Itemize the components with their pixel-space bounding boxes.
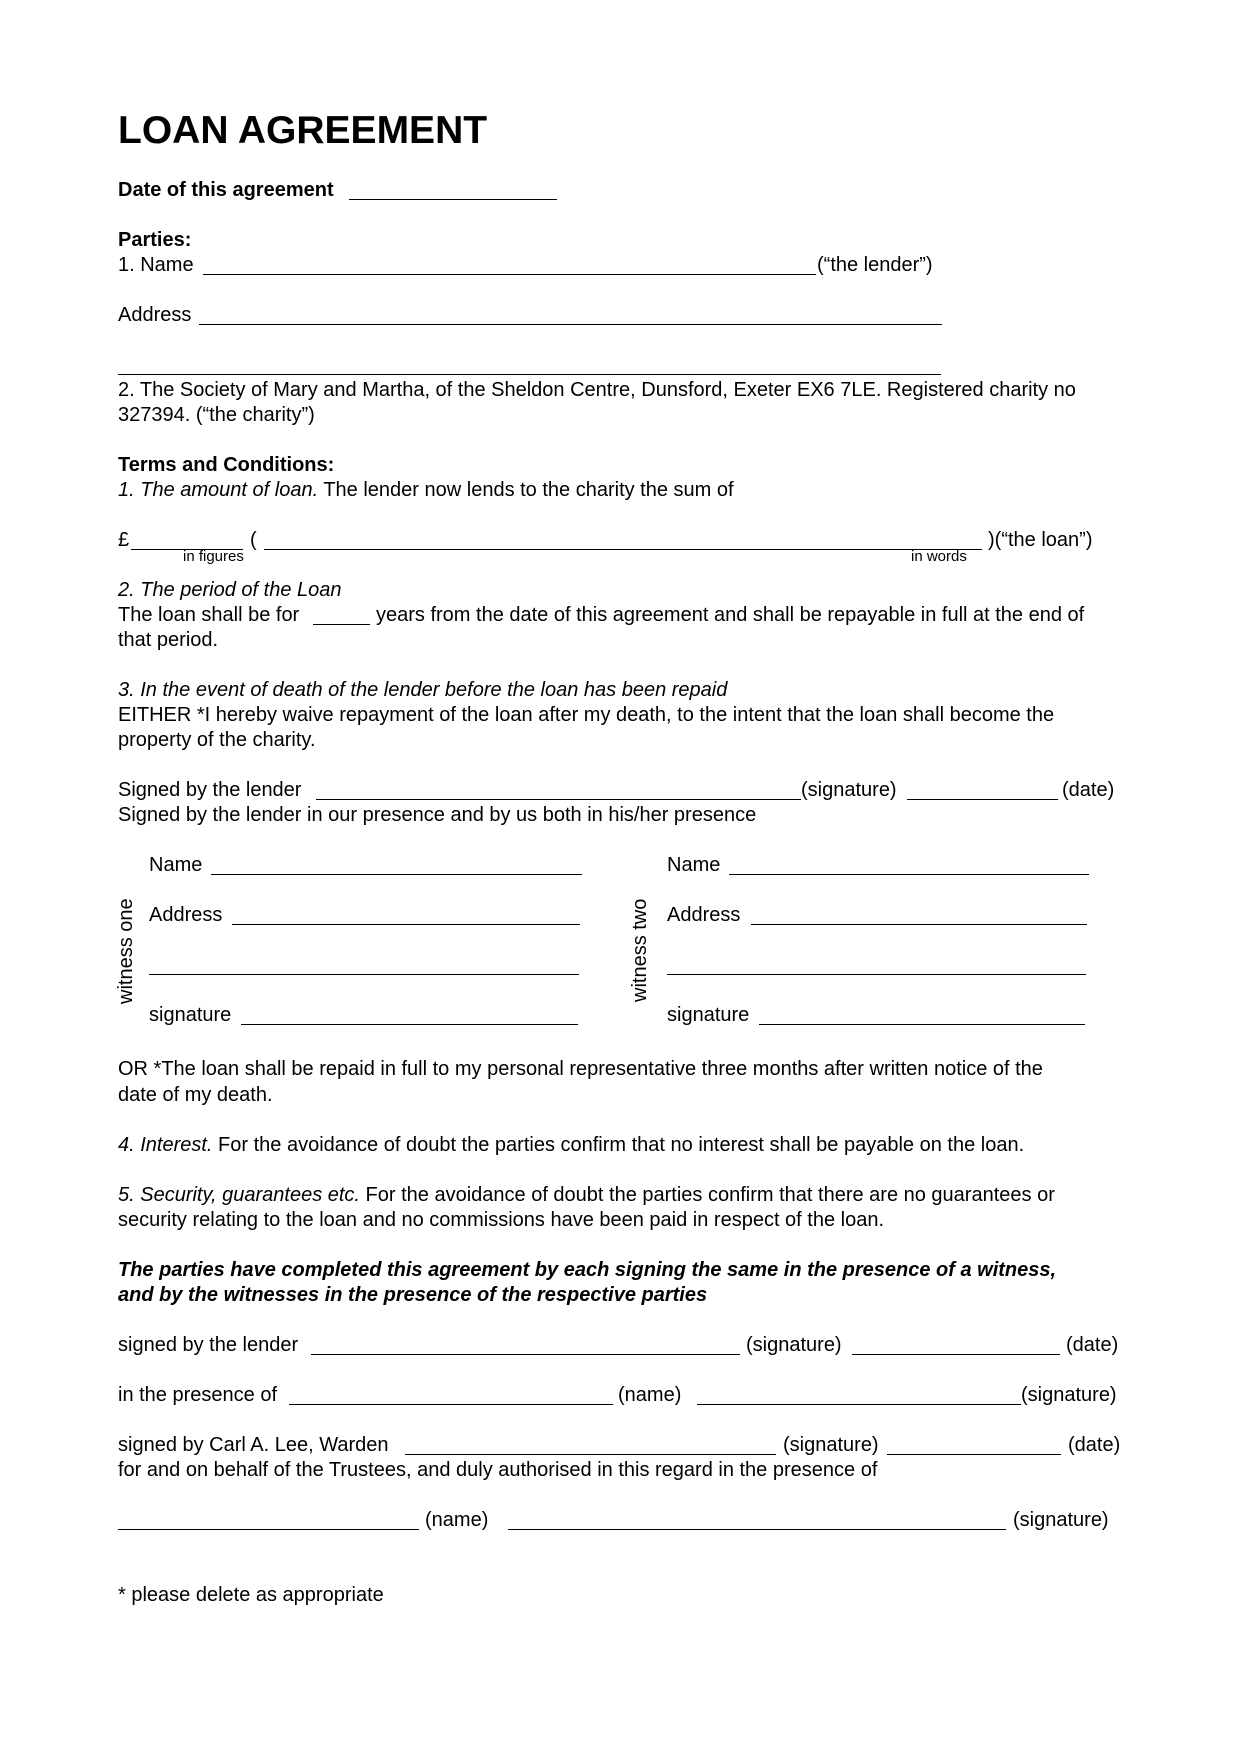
closing-date-tag-2: (date) [1068,1434,1121,1456]
witness-two-name-label: Name [667,854,721,876]
closing-signed-lender-label: signed by the lender [118,1334,299,1356]
witness-two-signature-label: signature [667,1004,750,1026]
presence-name-field[interactable] [289,1404,613,1405]
closing-signature-tag-1: (signature) [746,1334,842,1356]
term-4-title: 4. Interest. [118,1134,213,1156]
witness-one-label: witness one [115,898,137,1004]
lender-date-field[interactable] [907,799,1058,800]
lender-name-label: 1. Name [118,254,194,276]
warden-signature-field[interactable] [405,1454,776,1455]
closing-date-tag-1: (date) [1066,1334,1119,1356]
lender-address-field-1[interactable] [199,324,942,325]
term-5-title: 5. Security, guarantees etc. [118,1184,360,1206]
term-5-b: security relating to the loan and no commissions have been paid in respect of the loan. [118,1209,885,1231]
term-3-a: EITHER *I hereby waive repayment of the loan after my death, to the intent that the loan shall become the [118,704,1055,726]
date-field[interactable] [349,199,557,200]
witness-one-name-label: Name [149,854,203,876]
name-tag-1: (name) [618,1384,682,1406]
witness-one-name-field[interactable] [211,874,582,875]
signed-warden-label: signed by Carl A. Lee, Warden [118,1434,389,1456]
term-2-b: years from the date of this agreement and shall be repayable in full at the end of [376,604,1085,626]
witness-two-name-field[interactable] [729,874,1089,875]
lender-address-label: Address [118,304,192,326]
behalf-text: for and on behalf of the Trustees, and duly authorised in this regard in the presence of [118,1459,878,1481]
lender-tag: (“the lender”) [817,254,933,276]
lender-name-field[interactable] [203,274,816,275]
warden-witness-name-field[interactable] [118,1529,419,1530]
term-2-title: 2. The period of the Loan [118,579,342,601]
lender-signature-field[interactable] [316,799,801,800]
witness-two-address-label: Address [667,904,741,926]
signed-lender-label: Signed by the lender [118,779,302,801]
years-field[interactable] [313,624,370,625]
pound-sign: £ [118,529,130,551]
witness-one-address-field-2[interactable] [149,974,579,975]
in-words-label: in words [911,548,967,565]
witness-one-signature-field[interactable] [241,1024,578,1025]
witness-two-signature-field[interactable] [759,1024,1085,1025]
signature-tag: (signature) [801,779,897,801]
loan-tag: )(“the loan”) [988,529,1093,551]
term-3-b: property of the charity. [118,729,316,751]
or-clause-b: date of my death. [118,1084,273,1106]
closing-lender-date-field[interactable] [852,1354,1060,1355]
closing-signature-tag-2: (signature) [1021,1384,1117,1406]
witness-one-signature-label: signature [149,1004,232,1026]
term-2-a: The loan shall be for [118,604,300,626]
closing-signature-tag-3: (signature) [783,1434,879,1456]
term-3-title: 3. In the event of death of the lender before the loan has been repaid [118,679,728,701]
parties-heading: Parties: [118,229,192,251]
presence-text: Signed by the lender in our presence and by us both in his/her presence [118,804,757,826]
amount-words-field[interactable] [264,549,982,550]
lender-address-field-2[interactable] [118,374,941,375]
term-1-title: 1. The amount of loan. [118,479,319,501]
term-5 [118,1183,1055,1207]
charity-line-2: 327394. (“the charity”) [118,404,315,426]
in-figures-label: in figures [183,548,244,565]
closing-statement-b: and by the witnesses in the presence of the respective parties [118,1284,708,1306]
terms-heading: Terms and Conditions: [118,454,335,476]
witness-two-address-field-2[interactable] [667,974,1086,975]
witness-two-label: witness two [629,898,651,1002]
name-tag-2: (name) [425,1509,489,1531]
document-title: LOAN AGREEMENT [118,109,488,152]
closing-statement-a: The parties have completed this agreement by each signing the same in the presence of a witness, [118,1259,1057,1281]
charity-line-1: 2. The Society of Mary and Martha, of the Sheldon Centre, Dunsford, Exeter EX6 7LE. Registered charity no [118,379,1076,401]
closing-lender-signature-field[interactable] [311,1354,740,1355]
warden-date-field[interactable] [887,1454,1061,1455]
term-4 [118,1133,1024,1157]
date-label: Date of this agreement [118,179,334,201]
presence-of-label: in the presence of [118,1384,277,1406]
or-clause-a: OR *The loan shall be repaid in full to my personal representative three months after written notice of the [118,1058,1043,1080]
witness-one-address-label: Address [149,904,223,926]
witness-two-address-field-1[interactable] [751,924,1087,925]
term-2-c: that period. [118,629,219,651]
date-tag: (date) [1062,779,1115,801]
term-5-text: For the avoidance of doubt the parties confirm that there are no guarantees or [359,1184,1055,1206]
presence-signature-field[interactable] [697,1404,1021,1405]
term-1-text: The lender now lends to the charity the sum of [318,479,734,501]
term-4-text: For the avoidance of doubt the parties confirm that no interest shall be payable on the loan. [212,1134,1025,1156]
open-paren: ( [250,529,257,551]
warden-witness-signature-field[interactable] [508,1529,1006,1530]
footnote: * please delete as appropriate [118,1584,384,1606]
witness-one-address-field-1[interactable] [232,924,580,925]
term-1 [118,478,734,502]
closing-signature-tag-4: (signature) [1013,1509,1109,1531]
